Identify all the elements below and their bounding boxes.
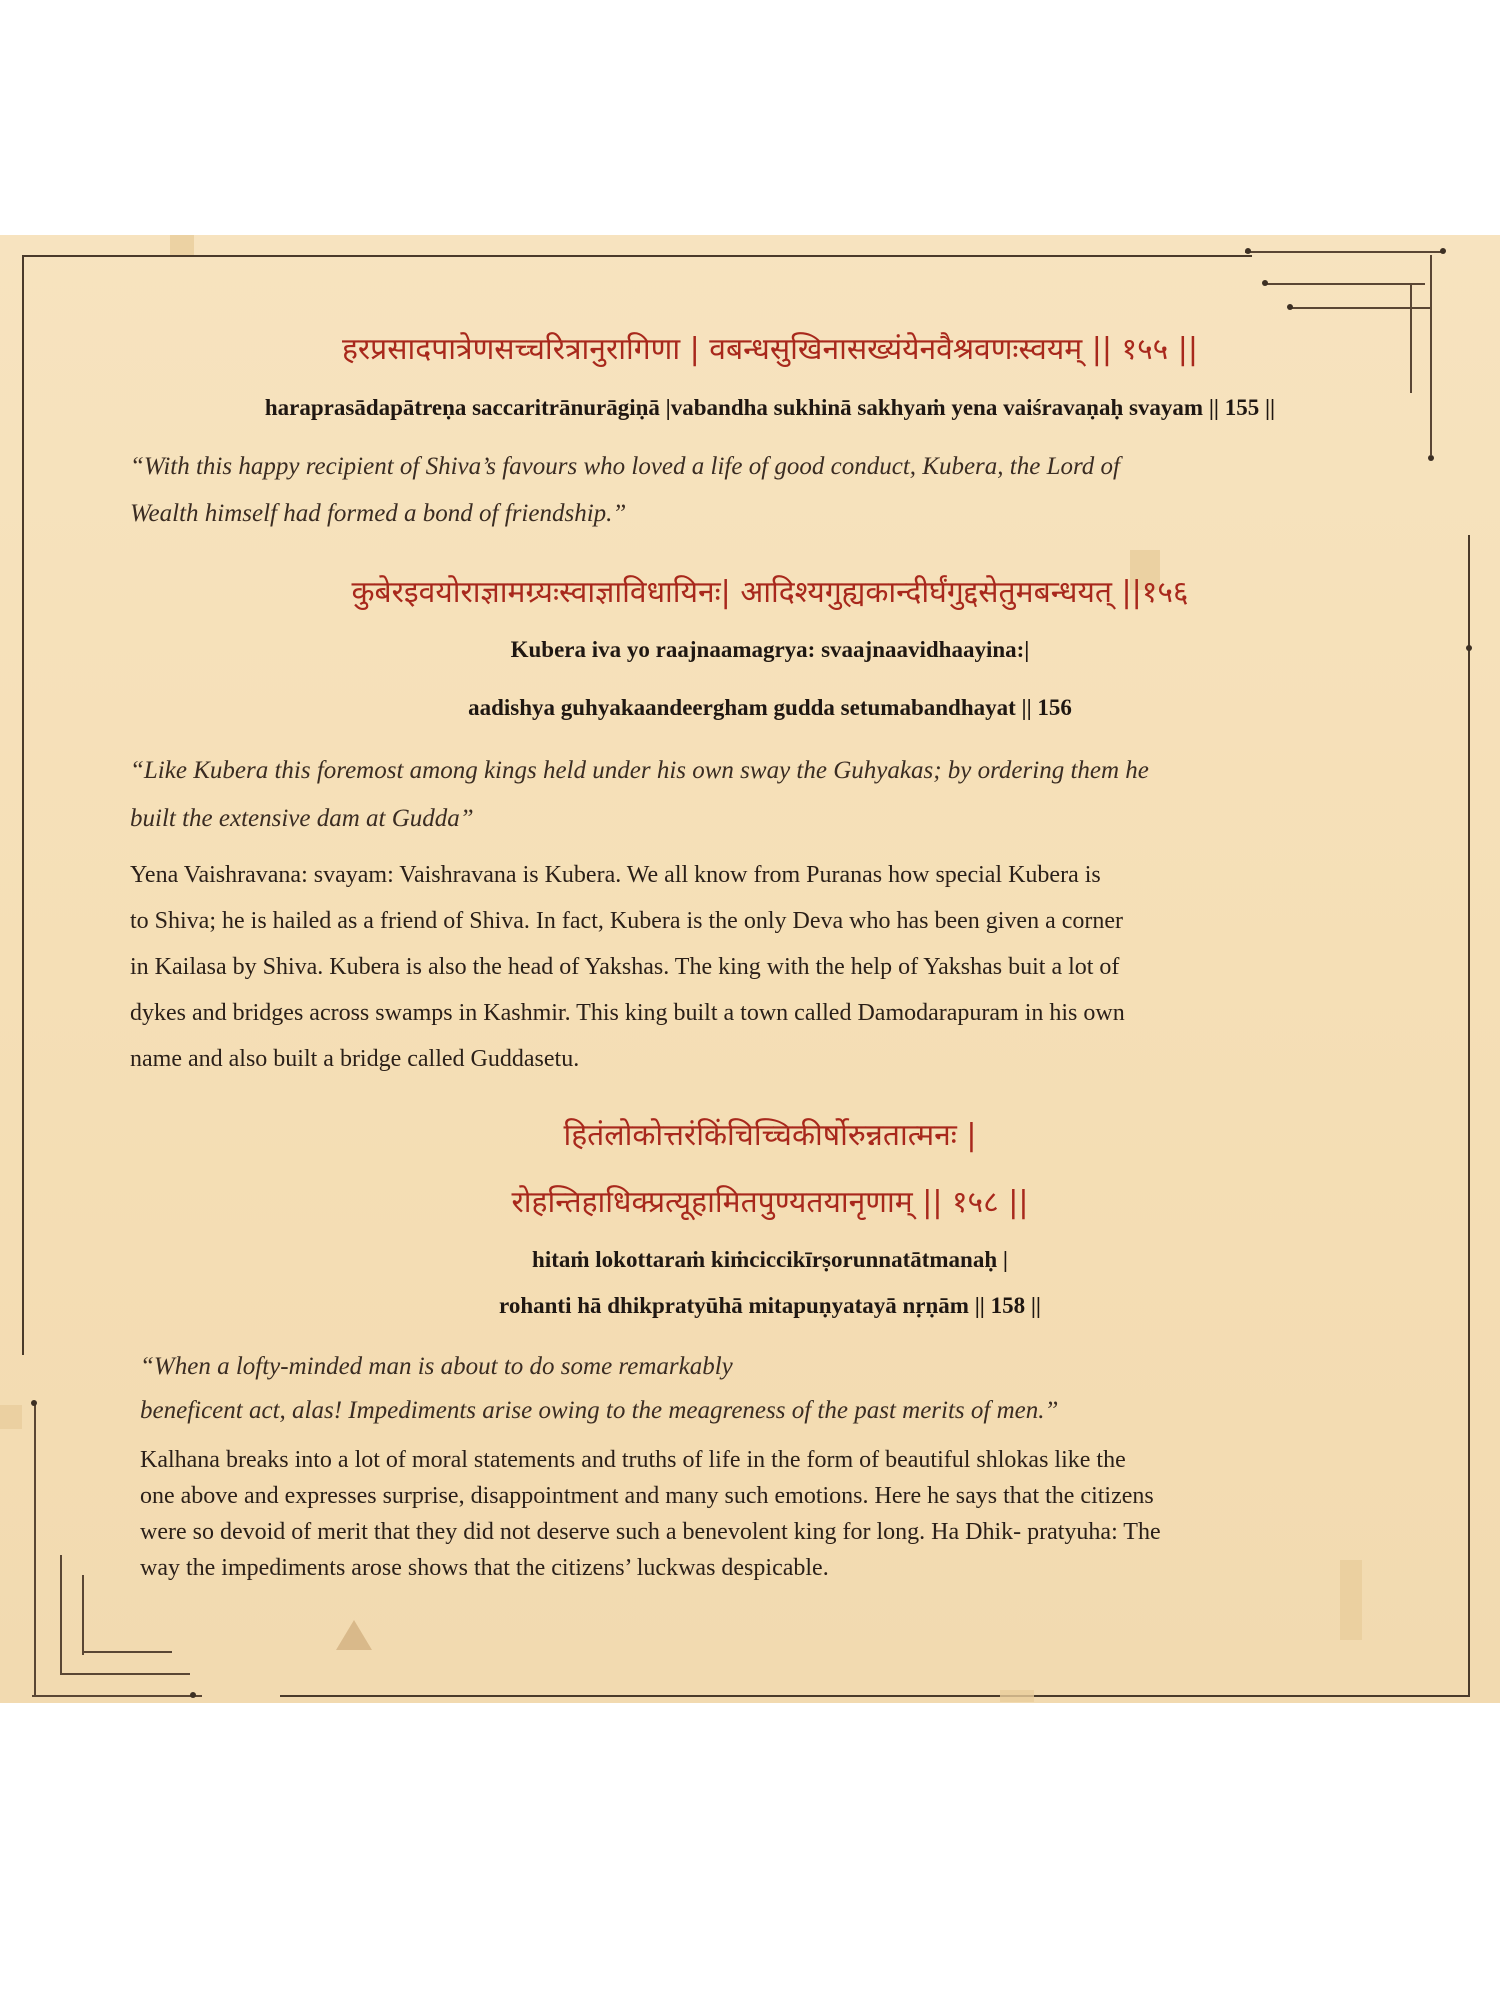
verse-155-transliteration: haraprasādapātreṇa saccaritrānurāgiṇā |vabandha sukhinā sakhyaṁ yena vaiśravaṇaḥ svayam || 155 || bbox=[264, 395, 1276, 420]
verse-158-devanagari: रोहन्तिहाधिक्प्रत्यूहामितपुण्यतयानृणाम् || १५८ || bbox=[511, 1185, 1029, 1220]
decorative-square bbox=[0, 1405, 22, 1429]
verse-155-translation: “With this happy recipient of Shiva’s favours who loved a life of good conduct, Kubera, the Lord of bbox=[130, 453, 1120, 480]
ornament-dot bbox=[31, 1400, 37, 1406]
decorative-square bbox=[1000, 1690, 1034, 1702]
verse-158-commentary: Kalhana breaks into a lot of moral statements and truths of life in the form of beautiful shlokas like the bbox=[140, 1447, 1126, 1473]
verse-156-translation: built the extensive dam at Gudda” bbox=[130, 805, 474, 832]
verse-156-transliteration: Kubera iva yo raajnaamagrya: svaajnaavidhaayina:| bbox=[510, 637, 1030, 662]
frame-top-border bbox=[22, 255, 1252, 257]
verse-156-devanagari: कुबेरइवयोराज्ञामग्र्यःस्वाज्ञाविधायिनः| आदिश्यगुह्यकान्दीर्घंगुद्दसेतुमबन्धयत् ||१५६ bbox=[351, 575, 1189, 610]
verse-156-commentary: name and also built a bridge called Guddasetu. bbox=[130, 1046, 580, 1072]
verse-158-devanagari: हितंलोकोत्तरंकिंचिच्चिकीर्षोरुन्नतात्मनः | bbox=[563, 1118, 977, 1153]
ornament-line bbox=[1265, 283, 1425, 285]
ornament-line bbox=[82, 1575, 84, 1655]
ornament-line bbox=[60, 1555, 62, 1675]
ornament-dot bbox=[1440, 248, 1446, 254]
verse-156-commentary: in Kailasa by Shiva. Kubera is also the head of Yakshas. The king with the help of Yakshas buit a lot of bbox=[130, 954, 1120, 980]
verse-158-transliteration: hitaṁ lokottaraṁ kiṁciccikīrṣorunnatātmanaḥ | bbox=[532, 1247, 1008, 1272]
verse-156-commentary: dykes and bridges across swamps in Kashmir. This king built a town called Damodarapuram in his own bbox=[130, 1000, 1125, 1026]
verse-155-translation: Wealth himself had formed a bond of friendship.” bbox=[130, 500, 627, 527]
ornament-line bbox=[32, 1695, 202, 1697]
verse-156-translation: “Like Kubera this foremost among kings held under his own sway the Guhyakas; by ordering them he bbox=[130, 757, 1149, 784]
verse-158-transliteration: rohanti hā dhikpratyūhā mitapuṇyatayā nṛṇām || 158 || bbox=[499, 1293, 1041, 1318]
ornament-line bbox=[82, 1651, 172, 1653]
decorative-triangle bbox=[336, 1620, 372, 1650]
decorative-square bbox=[170, 235, 194, 255]
verse-156-commentary: to Shiva; he is hailed as a friend of Shiva. In fact, Kubera is the only Deva who has been given a corner bbox=[130, 908, 1124, 934]
ornament-line bbox=[34, 1405, 36, 1695]
frame-right-border bbox=[1468, 535, 1470, 1695]
verse-155-devanagari: हरप्रसादपात्रेणसच्चरित्रानुरागिणा | वबन्धसुखिनासख्यंयेनवैश्रवणःस्वयम् || १५५ || bbox=[341, 332, 1199, 367]
ornament-dot bbox=[1466, 645, 1472, 651]
frame-left-border bbox=[22, 255, 24, 1355]
ornament-line bbox=[1430, 255, 1432, 455]
verse-158-commentary: were so devoid of merit that they did not deserve such a benevolent king for long. Ha Dhik- pratyuha: The bbox=[140, 1519, 1161, 1545]
ornament-dot bbox=[190, 1692, 196, 1698]
book-page bbox=[0, 235, 1500, 1703]
frame-bottom-border bbox=[280, 1695, 1470, 1697]
verse-158-commentary: way the impediments arose shows that the citizens’ luckwas despicable. bbox=[140, 1555, 829, 1581]
verse-158-commentary: one above and expresses surprise, disappointment and many such emotions. Here he says that the citizens bbox=[140, 1483, 1154, 1509]
verse-156-transliteration: aadishya guhyakaandeergham gudda setumabandhayat || 156 bbox=[468, 695, 1072, 720]
verse-158-translation: beneficent act, alas! Impediments arise owing to the meagreness of the past merits of men.” bbox=[140, 1397, 1059, 1424]
verse-158-translation: “When a lofty-minded man is about to do some remarkably bbox=[140, 1353, 733, 1380]
ornament-line bbox=[1410, 283, 1412, 393]
ornament-line bbox=[1290, 307, 1430, 309]
verse-156-commentary: Yena Vaishravana: svayam: Vaishravana is Kubera. We all know from Puranas how special Kubera is bbox=[130, 862, 1101, 888]
ornament-line bbox=[60, 1673, 190, 1675]
ornament-dot bbox=[1262, 280, 1268, 286]
ornament-line bbox=[1245, 251, 1445, 253]
ornament-dot bbox=[1245, 248, 1251, 254]
ornament-dot bbox=[1287, 304, 1293, 310]
